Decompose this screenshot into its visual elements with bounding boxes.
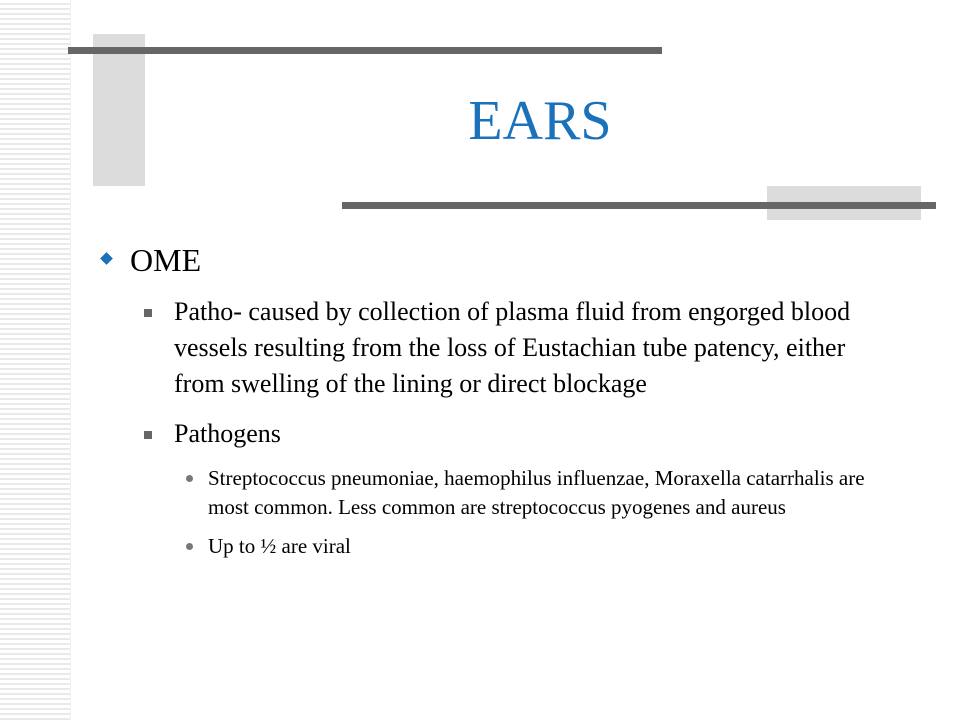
slide-body: [96, 240, 876, 561]
square-bullet-icon: [144, 431, 152, 439]
decor-bar-bottom: [342, 202, 936, 209]
subbullet-patho-text: Patho- caused by collection of plasma fluid from engorged blood vessels resulting from the loss of Eustachian tube patency, either from swelling of the lining or direct blockage: [174, 297, 851, 398]
subbullet-pathogens-text: Pathogens: [174, 419, 281, 448]
subsubbullet-species-text: Streptococcus pneumoniae, haemophilus influenzae, Moraxella catarrhalis are most common. Less common are streptococcus pyogenes and aureus: [208, 466, 865, 519]
diamond-bullet-icon: [100, 252, 113, 265]
subbullet-patho: [174, 294, 876, 402]
subbullet-pathogens: [174, 416, 876, 452]
round-bullet-icon: [186, 475, 193, 482]
decor-bar-top: [68, 47, 662, 54]
subsubbullet-viral: [208, 532, 876, 561]
round-bullet-icon: [186, 543, 193, 550]
bullet-ome: [96, 240, 876, 280]
slide-title: EARS: [468, 90, 612, 152]
subsubbullet-viral-text: Up to ½ are viral: [208, 534, 351, 558]
left-margin-pattern: [0, 0, 71, 720]
decor-block-left: [93, 34, 145, 186]
square-bullet-icon: [144, 309, 152, 317]
bullet-ome-text: OME: [130, 242, 202, 278]
subsubbullet-species: [208, 464, 876, 522]
